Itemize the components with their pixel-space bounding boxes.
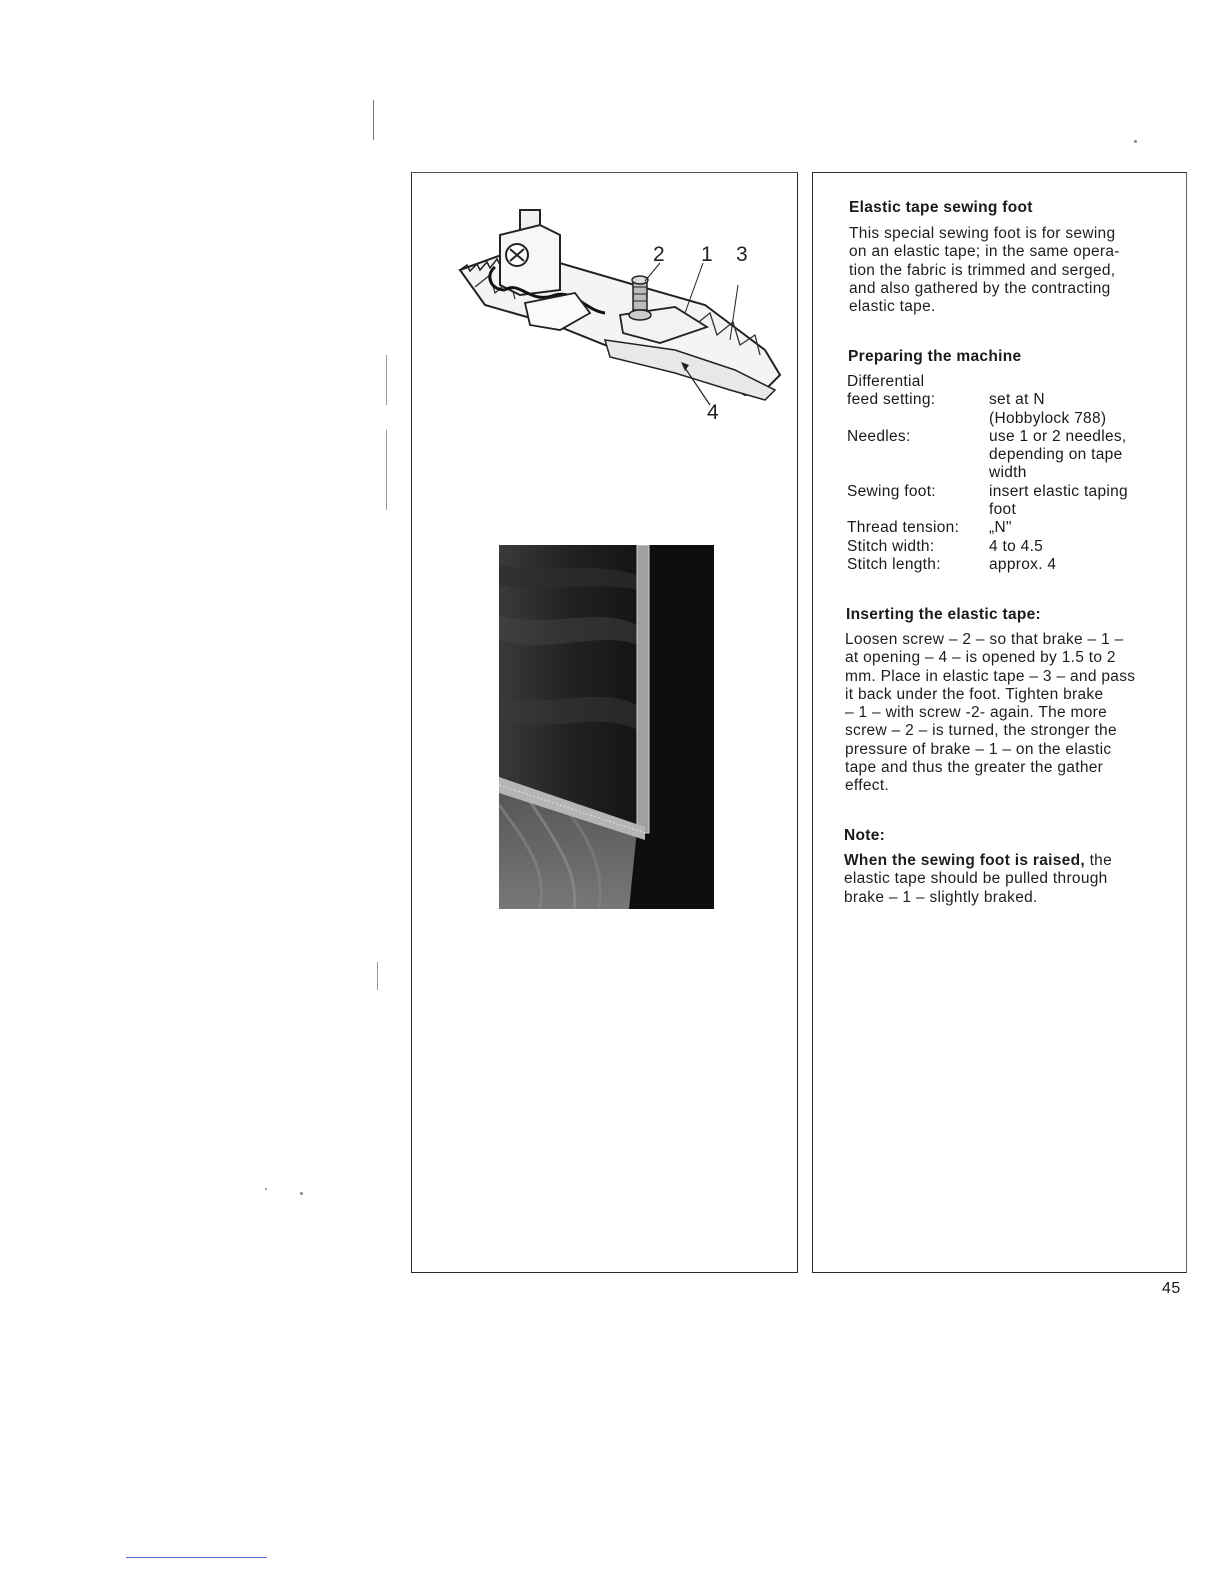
- scan-speck: [265, 1188, 267, 1190]
- scan-mark: [386, 430, 387, 510]
- settings-row: Needles: use 1 or 2 needles,: [847, 427, 1127, 445]
- settings-row: foot: [989, 501, 1017, 519]
- settings-row: Stitch width: 4 to 4.5: [847, 537, 1044, 555]
- settings-row: Stitch length: approx. 4: [847, 555, 1057, 573]
- scan-mark: [373, 100, 374, 140]
- callout-2: 2: [653, 243, 665, 266]
- heading-note: Note:: [844, 827, 886, 844]
- heading-elastic-tape-foot: Elastic tape sewing foot: [849, 199, 1033, 216]
- settings-row: Sewing foot: insert elastic taping: [847, 482, 1128, 500]
- settings-row: width: [989, 464, 1027, 482]
- settings-row: (Hobbylock 788): [989, 409, 1107, 427]
- settings-row: Differential: [847, 373, 925, 390]
- inserting-paragraph: Loosen screw – 2 – so that brake – 1 – at opening – 4 – is opened by 1.5 to 2 mm. Place in elastic tape – 3 – and pass it back under the foot. Tighten brake – 1 – with screw -2- again. The more screw – 2 – is turned, the stronger the pressure of brake – 1 – on the elastic tape and thus the greater the gather effect.: [845, 631, 1136, 795]
- scan-mark: [377, 962, 378, 990]
- gathered-fabric-photo: [499, 545, 714, 909]
- scan-speck: [1134, 140, 1137, 143]
- callout-4: 4: [707, 401, 719, 424]
- page-number: 45: [1162, 1280, 1181, 1297]
- callout-1: 1: [701, 243, 713, 266]
- machine-settings-table: [847, 373, 1128, 574]
- scan-edge-line: [126, 1557, 267, 1558]
- settings-row: Thread tension: „N": [847, 519, 1012, 537]
- callout-3: 3: [736, 243, 748, 266]
- settings-row: feed setting: set at N: [847, 391, 1045, 409]
- scan-mark: [386, 355, 387, 405]
- heading-inserting-tape: Inserting the elastic tape:: [846, 606, 1042, 623]
- heading-preparing-machine: Preparing the machine: [848, 348, 1022, 365]
- scan-speck: [300, 1192, 303, 1195]
- settings-row: depending on tape: [989, 446, 1123, 464]
- note-bold-lead: When the sewing foot is raised,: [844, 852, 1085, 869]
- sewing-foot-diagram: [445, 195, 795, 430]
- note-paragraph: When the sewing foot is raised, the elastic tape should be pulled through brake – 1 – slightly braked.: [844, 852, 1113, 906]
- intro-paragraph: This special sewing foot is for sewing on an elastic tape; in the same opera- tion the fabric is trimmed and serged, and also gathered by the contracting elastic tape.: [849, 225, 1120, 316]
